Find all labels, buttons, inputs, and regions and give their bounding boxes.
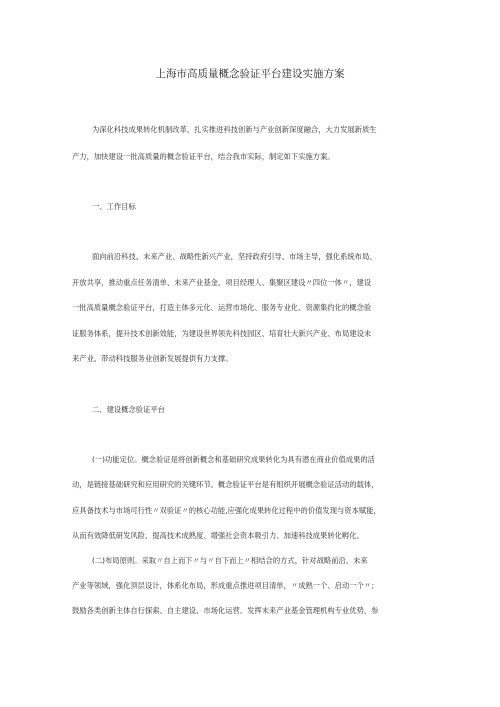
section-1-line-4: 证服务体系，提升技术创新效能，为建设世界领先科技园区、培育壮大新兴产业、布局建设未 <box>72 329 372 338</box>
intro-line-1: 为深化科技成果转化机制改革，扎实推进科技创新与产业创新深度融合，大力发展新质生 <box>92 125 377 134</box>
section-2-line-4: 从而有效降低研发风险、提高技术成熟度、增强社会资本吸引力、加速科技成果转化孵化。 <box>72 531 364 540</box>
section-1-heading: 一、工作目标 <box>92 202 136 211</box>
section-1-line-2: 开放共享，推动重点任务清单、未来产业基金、项目经理人、集聚区建设〃四位一体〃，建设 <box>72 278 372 287</box>
section-2-line-5: (二)布局原则。采取〃自上而下〃与〃自下而上〃相结合的方式，针对战略前沿、未来 <box>92 556 368 565</box>
section-2-line-1: (一)功能定位。概念验证是将创新概念和基础研究成果转化为具有潜在商业价值成果的活 <box>92 455 375 464</box>
section-1-line-1: 面向前沿科技、未来产业、战略性新兴产业，坚持政府引导、市场主导，强化系统布局、 <box>92 252 377 261</box>
intro-line-2: 产力，加快建设一批高质量的概念验证平台，结合我市实际，制定如下实施方案。 <box>72 152 335 161</box>
section-2-line-3: 应具备技术与市场可行性〃双验证〃的核心功能,应强化成果转化过程中的价值发现与资本赋能， <box>72 506 381 515</box>
section-2-heading: 二、建设概念验证平台 <box>92 405 165 414</box>
document-title: 上海市高质量概念验证平台建设实施方案 <box>155 68 345 80</box>
section-2-line-2: 动，是链接基础研究和应用研究的关键环节。概念验证平台是有组织开展概念验证活动的载体， <box>72 480 379 489</box>
section-2-line-6: 产业等领域，强化顶层设计，体系化布局，形成重点推进项目清单，〃成熟一个、启动一个〃； <box>72 581 379 590</box>
section-1-line-5: 来产业、带动科技服务业创新发展提供有力支撑。 <box>72 354 233 363</box>
section-1-line-3: 一批高质量概念验证平台，打造主体多元化、运营市场化、服务专业化、资源集约化的概念验 <box>72 303 372 312</box>
section-2-line-7: 鼓励各类创新主体自行探索、自主建设、市场化运营。发挥未来产业基金管理机构专业优势，参 <box>72 606 379 615</box>
